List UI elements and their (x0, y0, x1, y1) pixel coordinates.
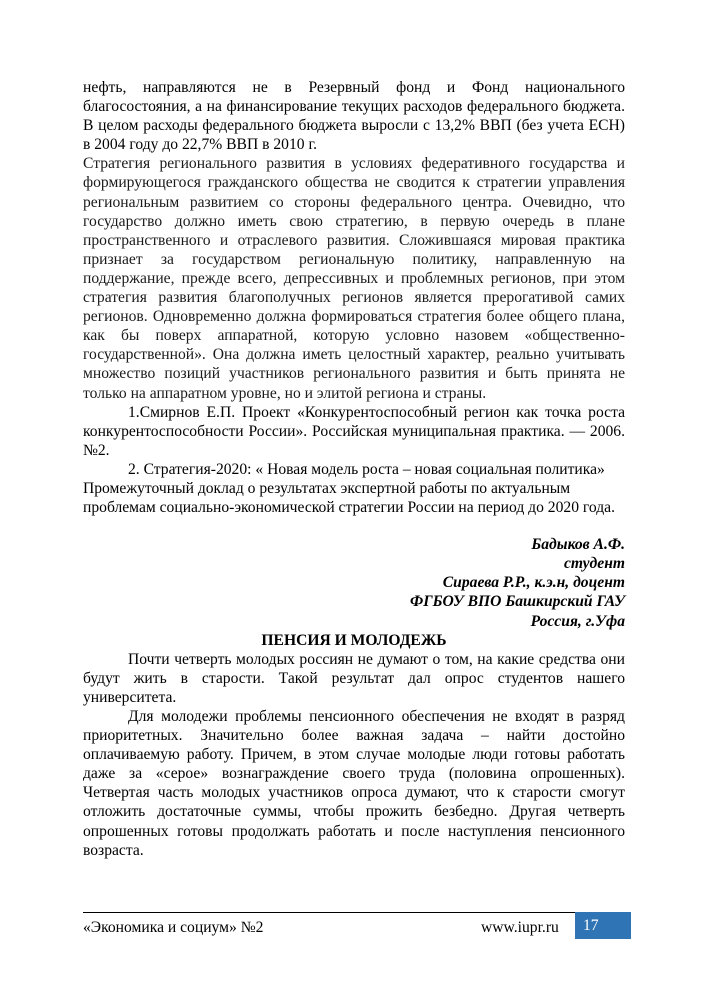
reference-2: 2. Стратегия-2020: « Новая модель роста – новая социальная политика» Промежуточный доклад о результатах экспертной работы по актуальным проблемам социально-экономической стратегии России на период до 2020 года. (83, 460, 615, 517)
article-paragraph-1: Почти четверть молодых россиян не думают о том, на какие средства они будут жить в старости. Такой результат дал опрос студентов нашего университета. (83, 650, 625, 706)
footer-divider (83, 912, 631, 913)
article-paragraph-2: Для молодежи проблемы пенсионного обеспечения не входят в разряд приоритетных. Значительно более важная задача – найти достойно оплачиваемую работу. Причем, в этом случае молодые люди готовы работать даже за «серое» вознаграждение своего труда (половина опрошенных). Четвертая часть молодых участников опроса думают, что к старости смогут отложить достаточные суммы, чтобы прожить безбедно. Другая четверть опрошенных готовы продолжать работать и после наступления пенсионного возраста. (83, 708, 625, 859)
author-name-2: Сираева Р.Р., к.э.н, доцент (442, 574, 625, 592)
author-role-1: студент (564, 555, 625, 573)
footer-journal: «Экономика и социум» №2 (83, 919, 264, 936)
page-content (83, 78, 625, 860)
page-number-badge: 17 (575, 912, 631, 939)
footer-url-link[interactable]: www.iupr.ru (481, 919, 559, 936)
body-paragraph-1: нефть, направляются не в Резервный фонд и Фонд национального благосостояния, а на финансирование текущих расходов федерального бюджета. В целом расходы федерального бюджета выросли с 13,2% ВВП (без учета ЕСН) в 2004 году до 22,7% ВВП в 2010 г. (83, 79, 625, 154)
author-affiliation: ФГБОУ ВПО Башкирский ГАУ (409, 593, 625, 611)
body-paragraph-2: Стратегия регионального развития в условиях федеративного государства и формирующегося гражданского общества не сводится к стратегии управления региональным развитием со стороны федерального центра. Очевидно, что государство должно иметь свою стратегию, в первую очередь в плане пространственного и отраслевого развития. Сложившаяся мировая практика признает за государством региональную политику, направленную на поддержание, прежде всего, депрессивных и проблемных регионов, при этом стратегия развития благополучных регионов является прерогативой самих регионов. Одновременно должна формироваться стратегия более общего плана, как бы поверх аппаратной, которую условно назовем «общественно-государственной». Она должна иметь целостный характер, реально учитывать множество позиций участников регионального развития и быть принята не только на аппаратном уровне, но и элитой региона и страны. (83, 155, 625, 402)
author-location: Россия, г.Уфа (530, 612, 625, 630)
author-signature (83, 535, 625, 630)
article-title: ПЕНСИЯ И МОЛОДЕЖЬ (261, 631, 447, 649)
author-name-1: Бадыков А.Ф. (531, 536, 625, 554)
reference-1: 1.Смирнов Е.П. Проект «Конкурентоспособный регион как точка роста конкурентоспособности России». Российская муниципальная практика. — 2006. №2. (83, 403, 625, 459)
